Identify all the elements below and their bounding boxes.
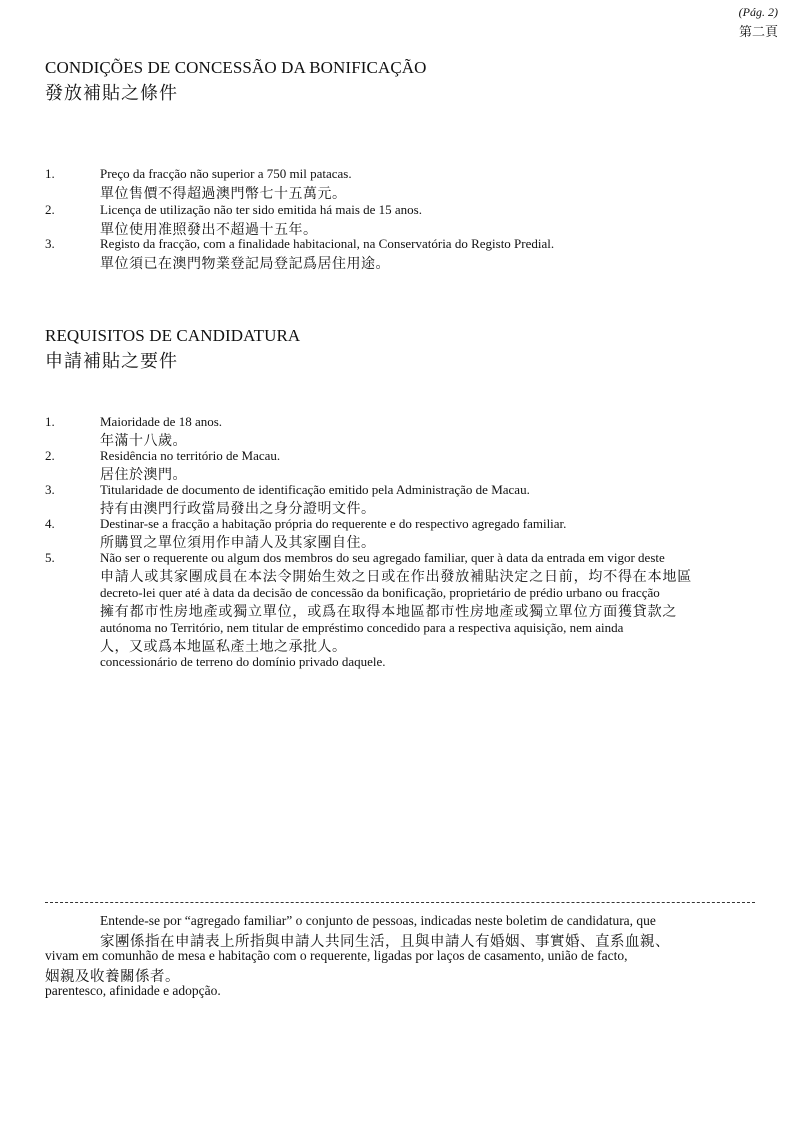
requirement-text-zh: 居住於澳門。 — [100, 468, 187, 483]
condition-number: 1. — [45, 166, 55, 181]
footnote-line: parentesco, afinidade e adopção. — [45, 983, 221, 998]
page-number-pt: (Pág. 2) — [738, 5, 778, 19]
requirements-title-zh: 申請補貼之要件 — [45, 351, 178, 371]
condition-text-zh: 單位使用准照發出不超過十五年。 — [100, 223, 318, 238]
conditions-title-pt: CONDIÇÕES DE CONCESSÃO DA BONIFICAÇÃO — [45, 58, 427, 77]
requirement-number: 1. — [45, 414, 55, 429]
footnote-line: Entende-se por “agregado familiar” o conjunto de pessoas, indicadas neste boletim de candidatura, que — [100, 913, 656, 928]
requirements-title-pt: REQUISITOS DE CANDIDATURA — [45, 326, 301, 345]
requirement-number: 4. — [45, 516, 55, 531]
requirement-text-line: concessionário de terreno do domínio privado daquele. — [100, 654, 386, 669]
footnote-line: 家團係指在申請表上所指與申請人共同生活，且與申請人有婚姻、事實婚、直系血親、 — [100, 934, 670, 950]
requirement-text-line: Não ser o requerente ou algum dos membros do seu agregado familiar, quer à data da entrada em vigor deste — [100, 550, 665, 565]
condition-text-pt: Licença de utilização não ter sido emitida há mais de 15 anos. — [100, 202, 422, 217]
condition-number: 2. — [45, 202, 55, 217]
requirement-text-zh: 持有由澳門行政當局發出之身分證明文件。 — [100, 502, 376, 517]
requirement-text-pt: Maioridade de 18 anos. — [100, 414, 223, 429]
requirement-text-line: 申請人或其家團成員在本法令開始生效之日或在作出發放補貼決定之日前，均不得在本地區 — [100, 570, 692, 585]
requirement-text-zh: 年滿十八歲。 — [100, 434, 187, 449]
page-number-zh: 第二頁 — [738, 24, 778, 39]
requirement-text-pt: Residência no território de Macau. — [100, 448, 281, 463]
requirement-text-line: 人，又或爲本地區私產土地之承批人。 — [100, 640, 347, 655]
footnote-divider — [45, 902, 755, 903]
condition-text-pt: Registo da fracção, com a finalidade habitacional, na Conservatória do Registo Predial. — [100, 236, 555, 251]
footnote-line: 姻親及收養關係者。 — [45, 969, 180, 985]
requirement-text-pt: Destinar-se a fracção a habitação própria do requerente e do respectivo agregado familiar. — [100, 516, 567, 531]
requirement-text-line: 擁有都市性房地產或獨立單位，或爲在取得本地區都市性房地產或獨立單位方面獲貸款之 — [100, 605, 678, 620]
condition-number: 3. — [45, 236, 55, 251]
condition-text-zh: 單位須已在澳門物業登記局登記爲居住用途。 — [100, 257, 390, 272]
requirement-number: 3. — [45, 482, 55, 497]
condition-text-zh: 單位售價不得超過澳門幣七十五萬元。 — [100, 187, 347, 202]
requirement-text-line: autónoma no Território, nem titular de empréstimo concedido para a respectiva aquisição, nem ainda — [100, 620, 624, 635]
condition-text-pt: Preço da fracção não superior a 750 mil patacas. — [100, 166, 352, 181]
requirement-text-line: decreto-lei quer até à data da decisão de concessão da bonificação, proprietário de prédio urbano ou fracção — [100, 585, 660, 600]
requirement-number: 5. — [45, 550, 55, 565]
conditions-title-zh: 發放補貼之條件 — [45, 83, 178, 103]
requirement-number: 2. — [45, 448, 55, 463]
footnote-line: vivam em comunhão de mesa e habitação com o requerente, ligadas por laços de casamento, união de facto, — [45, 948, 628, 963]
requirement-text-pt: Titularidade de documento de identificação emitido pela Administração de Macau. — [100, 482, 530, 497]
requirement-text-zh: 所購買之單位須用作申請人及其家團自住。 — [100, 536, 376, 551]
